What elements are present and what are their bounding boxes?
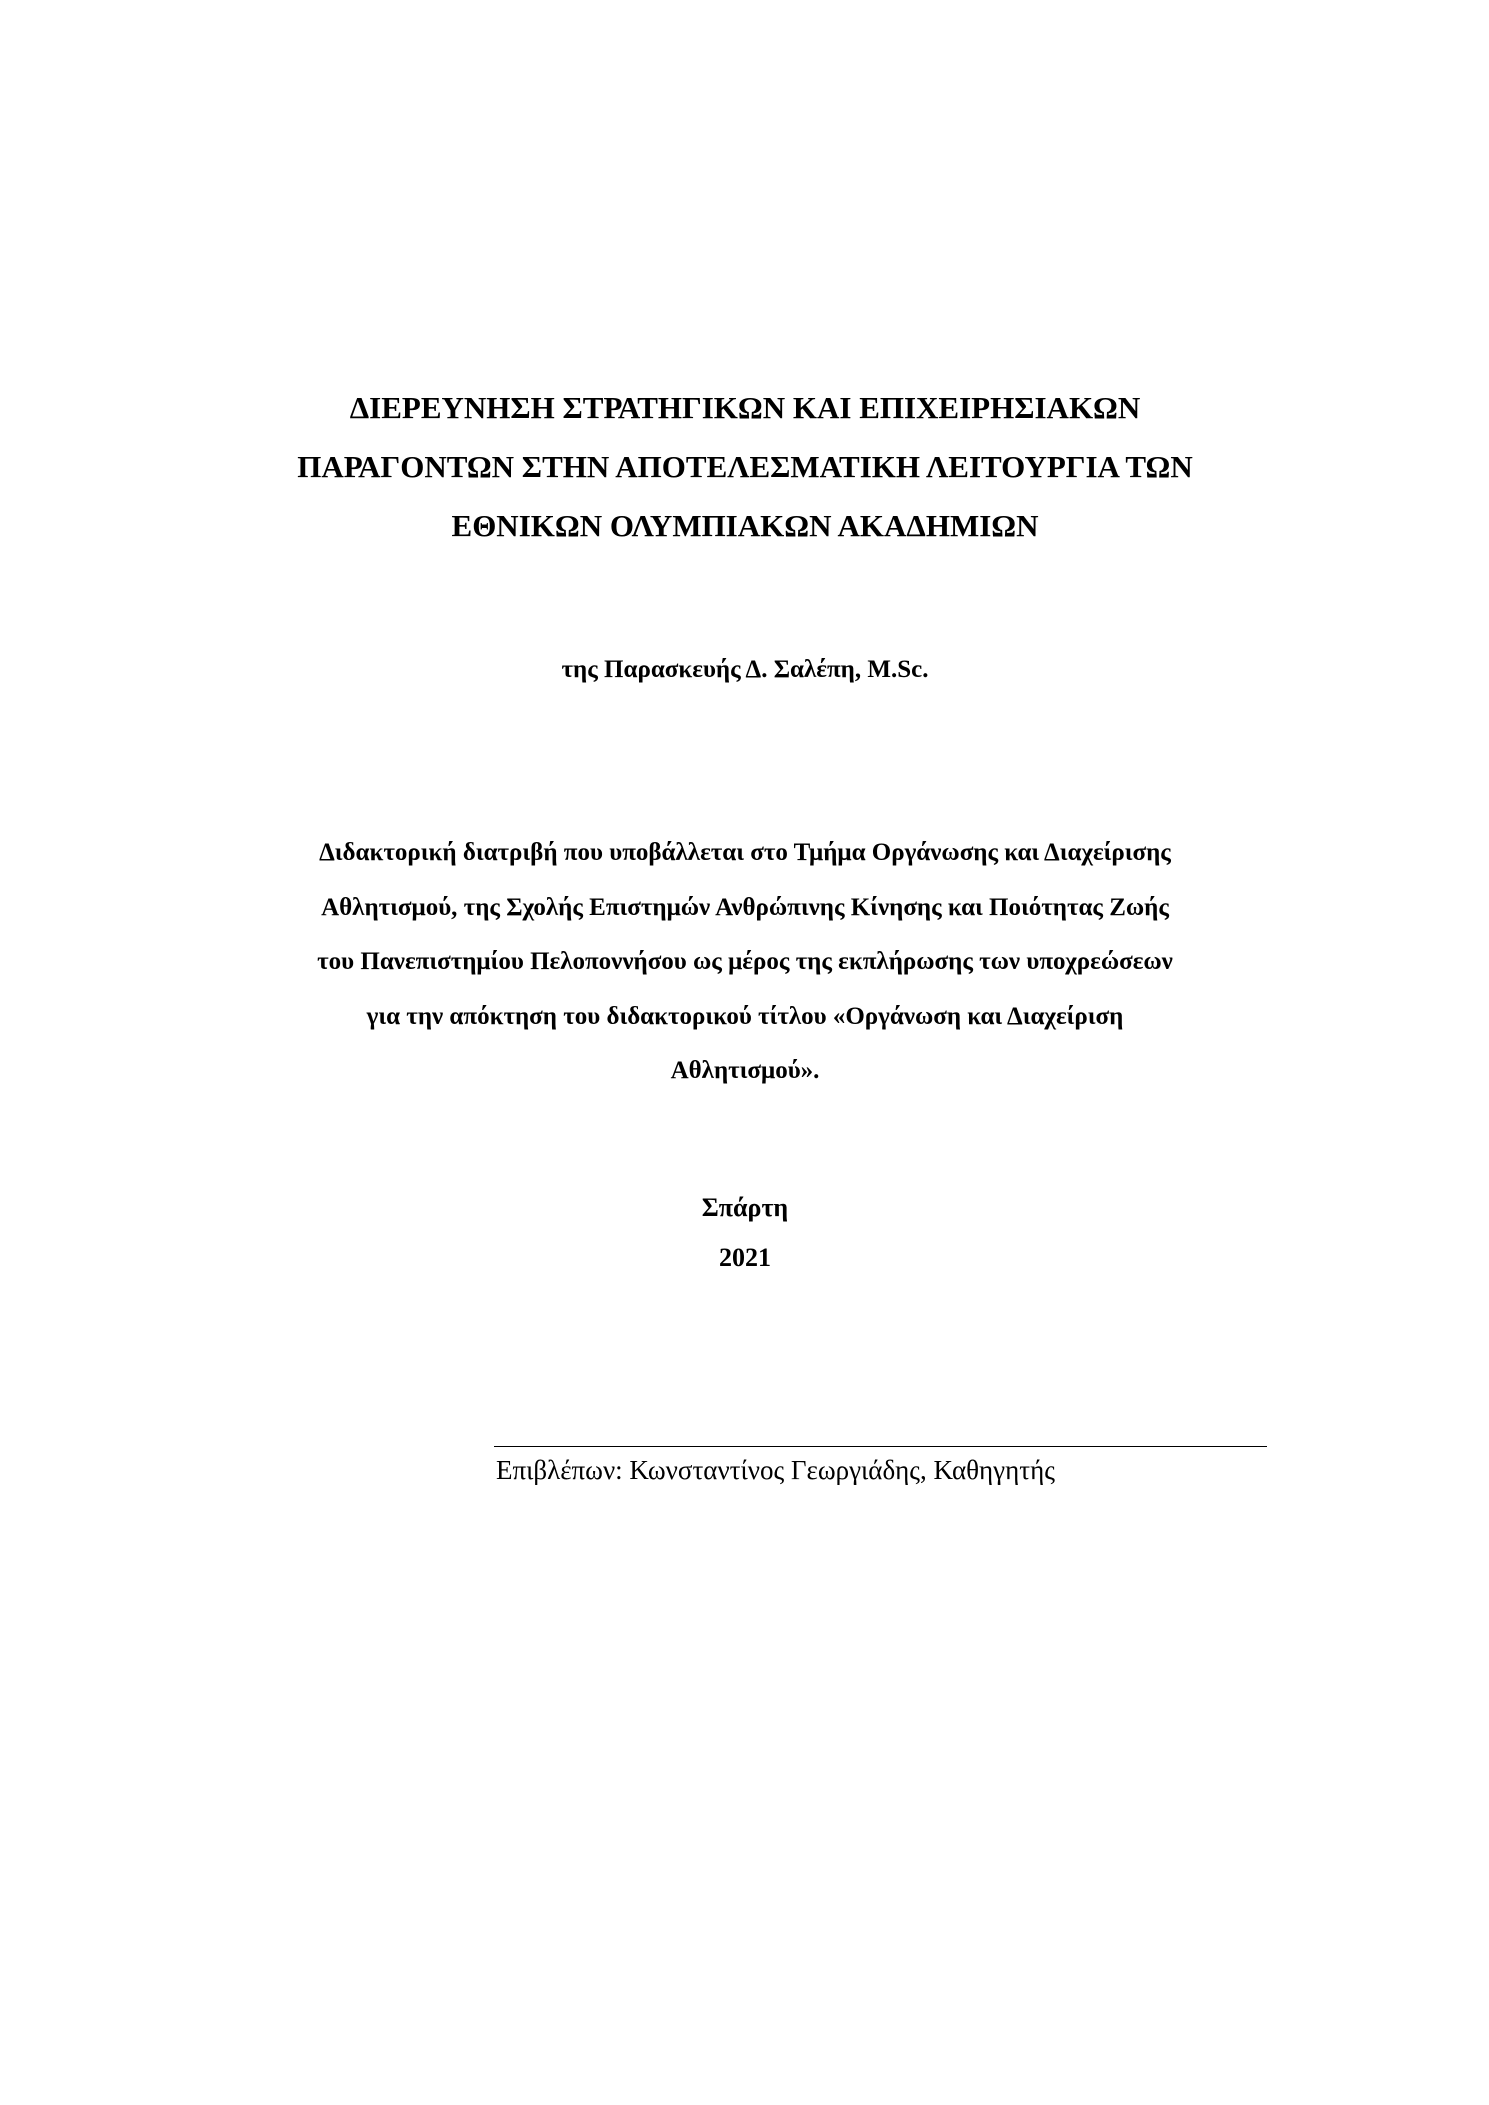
submission-statement-line: Διδακτορική διατριβή που υποβάλλεται στο Τμήμα Οργάνωσης και Διαχείρισης	[319, 839, 1171, 866]
year: 2021	[719, 1243, 771, 1272]
submission-statement-line: του Πανεπιστημίου Πελοποννήσου ως μέρος της εκπλήρωσης των υποχρεώσεων	[317, 948, 1173, 975]
submission-statement-line: για την απόκτηση του διδακτορικού τίτλου «Οργάνωση και Διαχείριση	[366, 1002, 1124, 1030]
submission-statement	[180, 826, 1310, 1099]
submission-statement-line: Αθλητισμού».	[670, 1057, 820, 1084]
signature-line	[494, 1446, 1267, 1447]
submission-statement-line: Αθλητισμού, της Σχολής Επιστημών Ανθρώπινης Κίνησης και Ποιότητας Ζωής	[321, 893, 1169, 921]
author-line: της Παρασκευής Δ. Σαλέπη, M.Sc.	[561, 656, 929, 683]
thesis-title-line: ΕΘΝΙΚΩΝ ΟΛΥΜΠΙΑΚΩΝ ΑΚΑΔΗΜΙΩΝ	[451, 508, 1039, 543]
thesis-title	[180, 378, 1310, 555]
thesis-title-line: ΠΑΡΑΓΟΝΤΩΝ ΣΤΗΝ ΑΠΟΤΕΛΕΣΜΑΤΙΚΗ ΛΕΙΤΟΥΡΓΙΑ ΤΩΝ	[297, 449, 1193, 484]
supervisor: Επιβλέπων: Κωνσταντίνος Γεωργιάδης, Καθηγητής	[496, 1455, 1055, 1485]
thesis-title-line: ΔΙΕΡΕΥΝΗΣΗ ΣΤΡΑΤΗΓΙΚΩΝ ΚΑΙ ΕΠΙΧΕΙΡΗΣΙΑΚΩΝ	[349, 390, 1141, 425]
place: Σπάρτη	[701, 1193, 789, 1222]
